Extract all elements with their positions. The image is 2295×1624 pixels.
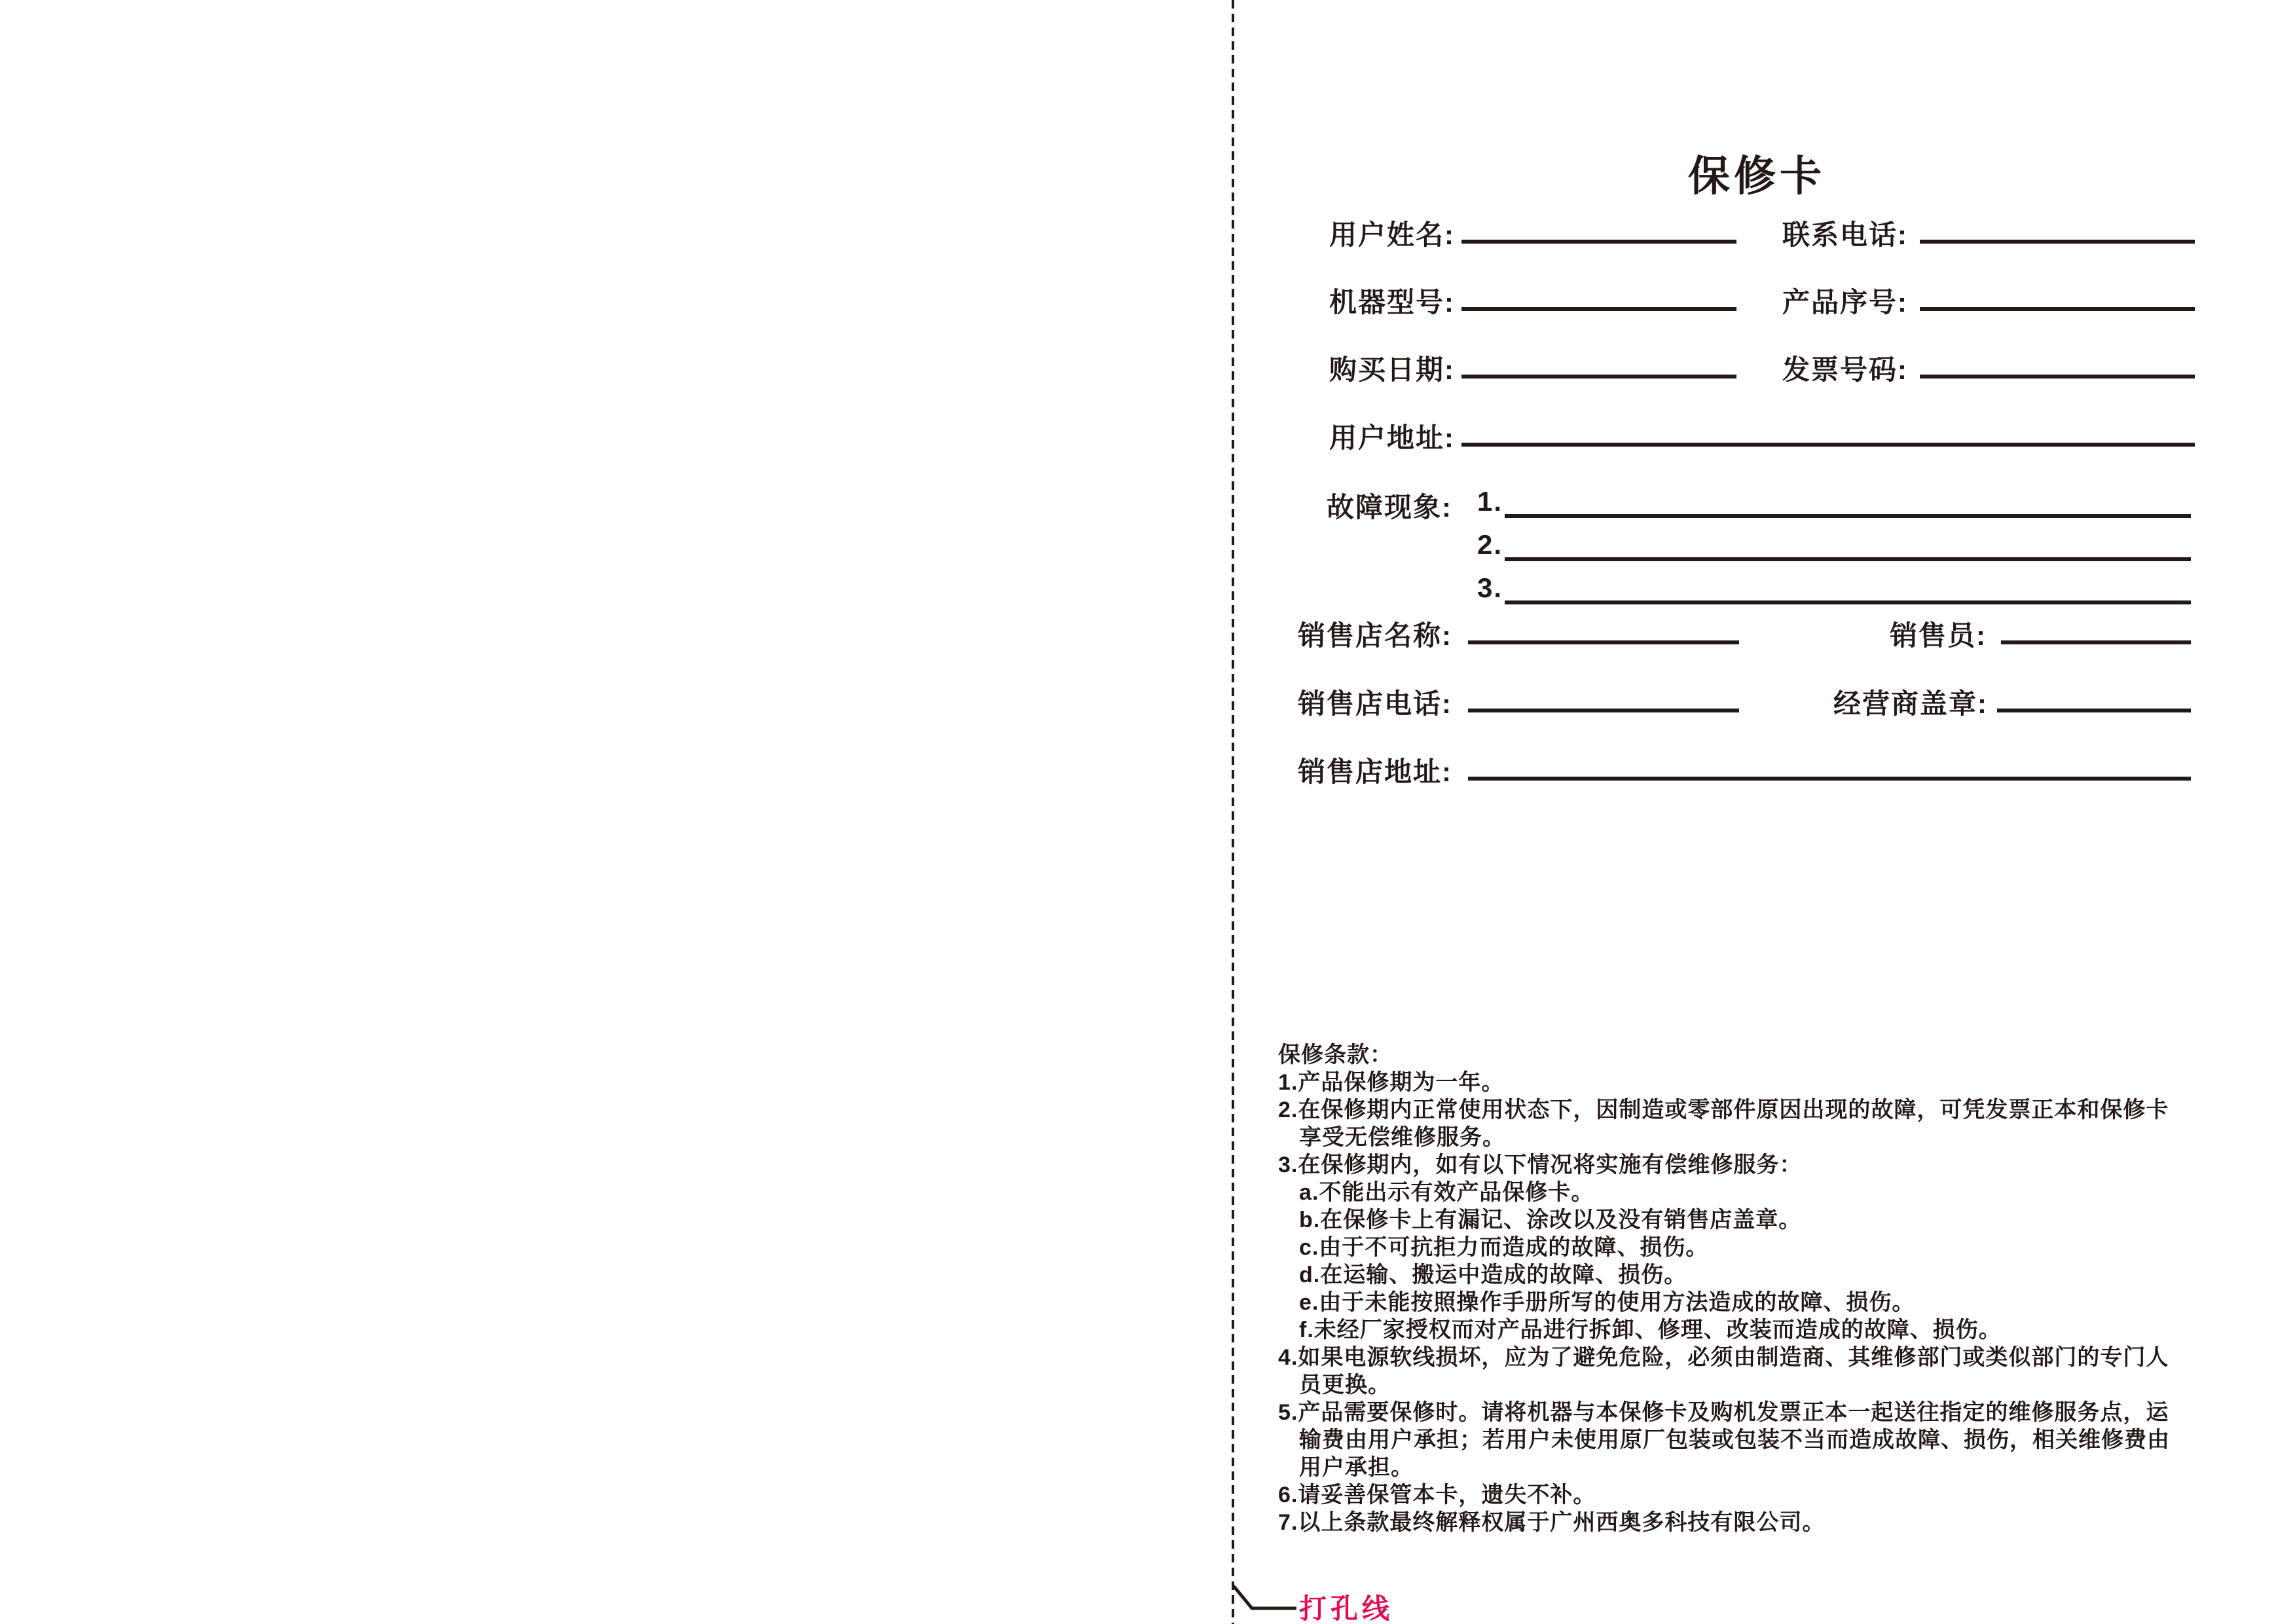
- invoice-number-label: 发票号码:: [1782, 354, 1908, 385]
- perforation-leader-line: [1228, 1578, 1300, 1617]
- dealer-seal-label: 经营商盖章:: [1833, 688, 1988, 719]
- store-address-write-line: [1468, 777, 2191, 781]
- terms-line: f.未经厂家授权而对产品进行拆卸、修理、改装而造成的故障、损伤。: [1299, 1318, 2002, 1342]
- terms-line: 6.请妥善保管本卡，遗失不补。: [1278, 1483, 1596, 1507]
- salesperson-write-line: [2001, 640, 2191, 644]
- user-address-write-line: [1461, 443, 2195, 447]
- warranty-terms: [1278, 1041, 2290, 1536]
- terms-line: 保修条款：: [1278, 1043, 1393, 1067]
- fault-item-1-number: 1.: [1477, 486, 1503, 517]
- terms-line: c.由于不可抗拒力而造成的故障、损伤。: [1299, 1235, 1709, 1260]
- terms-line: a.不能出示有效产品保修卡。: [1299, 1180, 1594, 1205]
- terms-line: 用户承担。: [1299, 1455, 1414, 1480]
- fault-item-1-write-line: [1505, 514, 2191, 518]
- terms-line: e.由于未能按照操作手册所写的使用方法造成的故障、损伤。: [1299, 1290, 1915, 1315]
- terms-line: 5.产品需要保修时。请将机器与本保修卡及购机发票正本一起送往指定的维修服务点，运: [1278, 1400, 2169, 1425]
- store-phone-write-line: [1468, 709, 1739, 712]
- terms-line: d.在运输、搬运中造成的故障、损伤。: [1299, 1263, 1687, 1287]
- purchase-date-write-line: [1461, 375, 1736, 378]
- terms-line: 享受无偿维修服务。: [1299, 1125, 1505, 1150]
- fault-item-2-number: 2.: [1477, 529, 1503, 560]
- perforation-dashed-line: [1232, 0, 1234, 1624]
- user-name-label: 用户姓名:: [1329, 219, 1455, 250]
- terms-line: 1.产品保修期为一年。: [1278, 1070, 1505, 1095]
- perforation-label: 打孔线: [1299, 1593, 1394, 1624]
- salesperson-label: 销售员:: [1890, 620, 1987, 651]
- product-serial-label: 产品序号:: [1782, 287, 1908, 318]
- terms-line: 2.在保修期内正常使用状态下，因制造或零部件原因出现的故障，可凭发票正本和保修卡: [1278, 1098, 2169, 1122]
- purchase-date-label: 购买日期:: [1329, 354, 1455, 385]
- terms-line: 输费由用户承担；若用户未使用原厂包装或包装不当而造成故障、损伤，相关维修费由: [1299, 1428, 2170, 1452]
- store-name-label: 销售店名称:: [1298, 620, 1452, 651]
- terms-line: 员更换。: [1299, 1373, 1391, 1397]
- contact-phone-write-line: [1920, 240, 2195, 244]
- fault-symptoms-label: 故障现象:: [1327, 492, 1452, 523]
- store-name-write-line: [1468, 640, 1739, 644]
- machine-model-label: 机器型号:: [1329, 287, 1455, 318]
- machine-model-write-line: [1461, 307, 1736, 311]
- product-serial-write-line: [1920, 307, 2195, 311]
- contact-phone-label: 联系电话:: [1782, 219, 1908, 250]
- terms-line: 4.如果电源软线损坏，应为了避免危险，必须由制造商、其维修部门或类似部门的专门人: [1278, 1345, 2169, 1370]
- fault-item-3-write-line: [1505, 600, 2191, 604]
- terms-line: b.在保修卡上有漏记、涂改以及没有销售店盖章。: [1299, 1208, 1802, 1232]
- page-title: 保修卡: [1688, 153, 1826, 200]
- user-address-label: 用户地址:: [1329, 422, 1455, 453]
- dealer-seal-write-line: [1997, 709, 2191, 712]
- user-name-write-line: [1461, 240, 1736, 244]
- invoice-number-write-line: [1920, 375, 2195, 378]
- fault-item-2-write-line: [1505, 557, 2191, 561]
- store-address-label: 销售店地址:: [1298, 756, 1452, 787]
- store-phone-label: 销售店电话:: [1298, 688, 1452, 719]
- fault-item-3-number: 3.: [1477, 572, 1503, 603]
- terms-line: 7.以上条款最终解释权属于广州西奥多科技有限公司。: [1278, 1510, 1826, 1535]
- terms-line: 3.在保修期内，如有以下情况将实施有偿维修服务：: [1278, 1153, 1803, 1177]
